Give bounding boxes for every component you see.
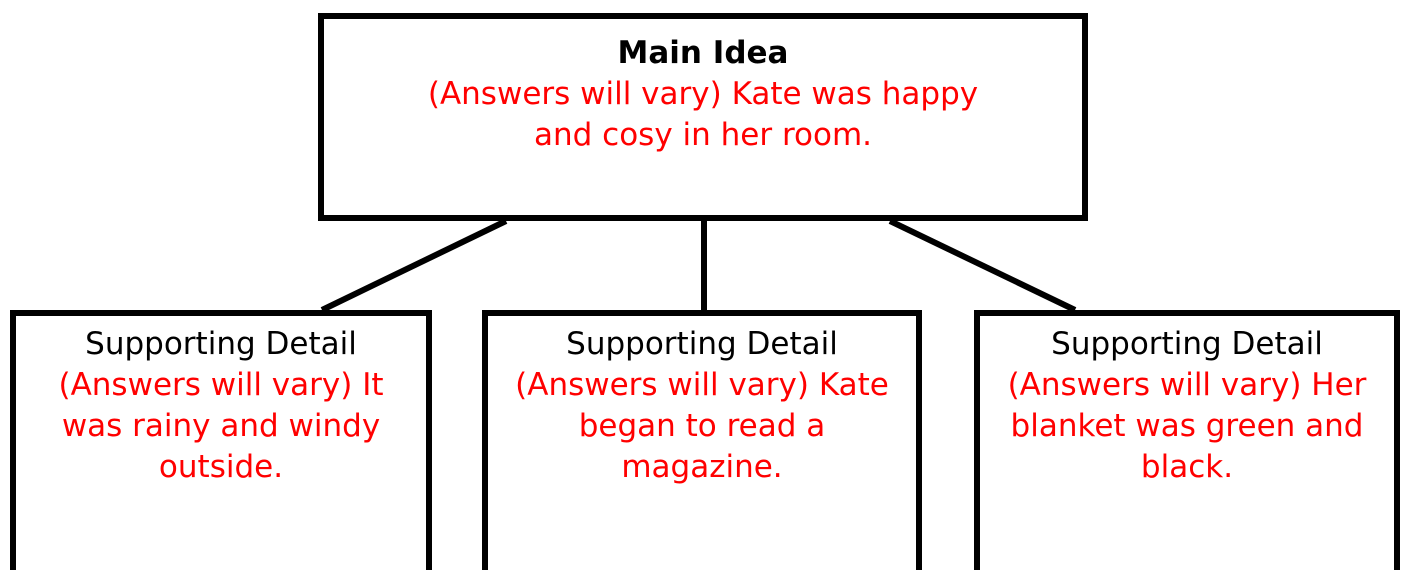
main-idea-box xyxy=(318,13,1088,221)
supporting-detail-heading: Supporting Detail xyxy=(85,326,357,362)
main-idea-answer: (Answers will vary) Kate was happy and cosy in her room. xyxy=(427,75,979,153)
connector-line-right xyxy=(890,221,1075,310)
supporting-detail-heading: Supporting Detail xyxy=(566,326,838,362)
supporting-detail-box-1 xyxy=(10,310,432,570)
connector-line-left xyxy=(322,221,506,310)
supporting-detail-box-3 xyxy=(974,310,1400,570)
supporting-detail-box-2 xyxy=(482,310,922,570)
supporting-detail-answer: (Answers will vary) It was rainy and windy outside. xyxy=(58,366,384,485)
main-idea-heading: Main Idea xyxy=(617,35,789,71)
supporting-detail-answer: (Answers will vary) Her blanket was green and black. xyxy=(1007,366,1367,485)
supporting-detail-answer: (Answers will vary) Kate began to read a magazine. xyxy=(515,366,889,485)
supporting-detail-heading: Supporting Detail xyxy=(1051,326,1323,362)
